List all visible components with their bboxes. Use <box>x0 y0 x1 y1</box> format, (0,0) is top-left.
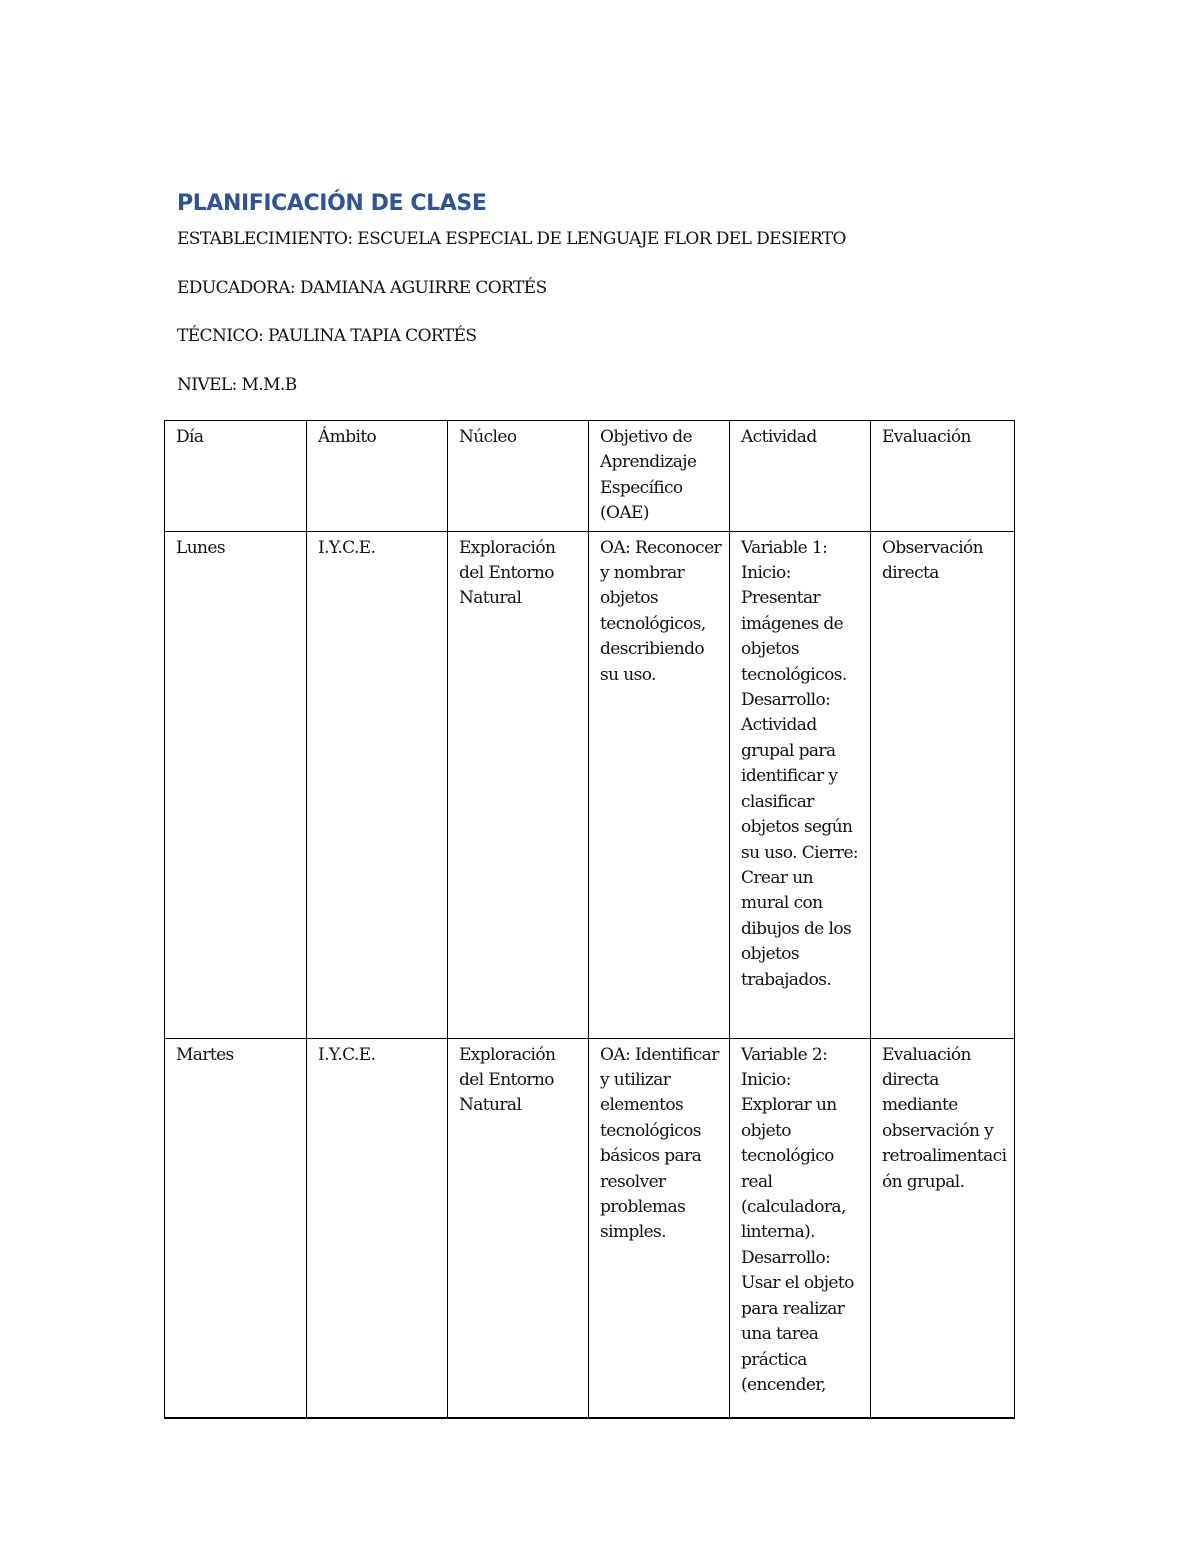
table-header-row <box>165 421 1015 532</box>
planning-table <box>164 420 1015 1419</box>
educadora-line: EDUCADORA: DAMIANA AGUIRRE CORTÉS <box>177 278 547 298</box>
cell-evaluacion: Evaluación directa mediante observación y retroalimentación grupal. <box>871 1038 1015 1418</box>
header-cell-evaluacion: Evaluación <box>871 421 1015 532</box>
cell-objetivo: OA: Identificar y utilizar elementos tecnológicos básicos para resolver problemas simples. <box>589 1038 730 1418</box>
header-cell-nucleo: Núcleo <box>448 421 589 532</box>
cell-dia: Lunes <box>165 531 307 1038</box>
header-cell-actividad: Actividad <box>730 421 871 532</box>
tecnico-line: TÉCNICO: PAULINA TAPIA CORTÉS <box>177 326 477 346</box>
cell-objetivo: OA: Reconocer y nombrar objetos tecnológicos, describiendo su uso. <box>589 531 730 1038</box>
establecimiento-line: ESTABLECIMIENTO: ESCUELA ESPECIAL DE LENGUAJE FLOR DEL DESIERTO <box>177 229 846 249</box>
cell-evaluacion: Observación directa <box>871 531 1015 1038</box>
cell-ambito: I.Y.C.E. <box>307 531 448 1038</box>
nivel-line: NIVEL: M.M.B <box>177 375 297 395</box>
cell-ambito: I.Y.C.E. <box>307 1038 448 1418</box>
header-cell-ambito: Ámbito <box>307 421 448 532</box>
header-cell-dia: Día <box>165 421 307 532</box>
cell-nucleo: Exploración del Entorno Natural <box>448 531 589 1038</box>
cell-actividad: Variable 1: Inicio: Presentar imágenes de objetos tecnológicos. Desarrollo: Actividad grupal para identificar y clasificar objetos según su uso. Cierre: Crear un mural con dibujos de los objetos trabajados. <box>730 531 871 1038</box>
header-cell-objetivo: Objetivo de Aprendizaje Específico (OAE) <box>589 421 730 532</box>
cell-actividad: Variable 2: Inicio: Explorar un objeto tecnológico real (calculadora, linterna). Desarrollo: Usar el objeto para realizar una tarea práctica (encender, <box>730 1038 871 1418</box>
cell-dia: Martes <box>165 1038 307 1418</box>
page-title: PLANIFICACIÓN DE CLASE <box>177 191 487 216</box>
cell-nucleo: Exploración del Entorno Natural <box>448 1038 589 1418</box>
table-row <box>165 1038 1015 1418</box>
table-row <box>165 531 1015 1038</box>
